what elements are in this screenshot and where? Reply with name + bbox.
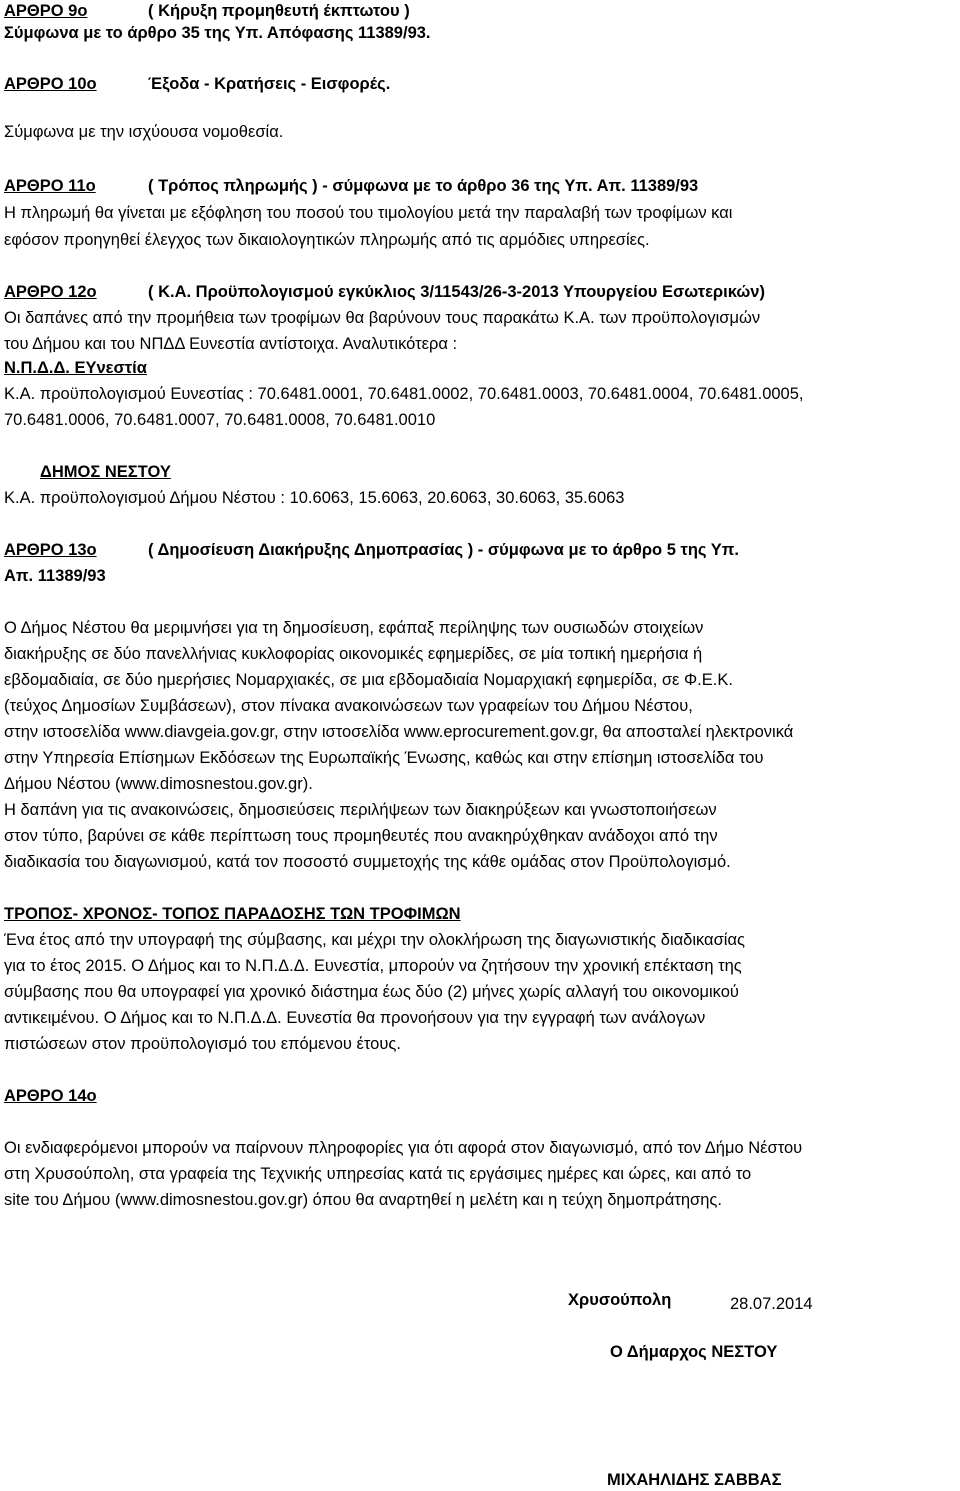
article-10-heading (4, 73, 390, 95)
article-13-line: στην Υπηρεσία Επίσημων Εκδόσεων της Ευρωπαϊκής Ένωσης, καθώς και στην επίσημη ιστοσελίδα του (4, 749, 764, 767)
article-13-line: εβδομαδιαία, σε δύο ημερήσιες Νομαρχιακές, σε μια εβδομαδιαία Νομαρχιακή εφημερίδα, σε Φ.Ε.Κ. (4, 671, 733, 689)
npdd-budget-line: 70.6481.0006, 70.6481.0007, 70.6481.0008, 70.6481.0010 (4, 411, 436, 429)
signature-role: Ο Δήμαρχος ΝΕΣΤΟΥ (610, 1343, 778, 1361)
article-9-title: ( Κήρυξη προμηθευτή έκπτωτου ) (148, 2, 410, 20)
article-12-label: ΑΡΘΡΟ 12ο (4, 283, 97, 301)
article-13-line: διακήρυξης σε δύο πανελλήνιας κυκλοφορίας οικονομικές εφημερίδες, σε μία τοπική ημερήσια ή (4, 645, 703, 663)
delivery-line: πιστώσεων στον προϋπολογισμό του επόμενου έτους. (4, 1035, 401, 1053)
signature-name: ΜΙΧΑΗΛΙΔΗΣ ΣΑΒΒΑΣ (607, 1471, 782, 1489)
article-14-label: ΑΡΘΡΟ 14ο (4, 1087, 97, 1105)
dimos-heading: ΔΗΜΟΣ ΝΕΣΤΟΥ (40, 463, 171, 481)
npdd-heading: Ν.Π.Δ.Δ. ΕΥνεστία (4, 359, 147, 377)
article-13-line: Η δαπάνη για τις ανακοινώσεις, δημοσιεύσεις περιλήψεων των διακηρύξεων και γνωστοποιήσεων (4, 801, 717, 819)
article-13-label: ΑΡΘΡΟ 13ο (4, 541, 97, 559)
article-11-line: εφόσον προηγηθεί έλεγχος των δικαιολογητικών πληρωμής από τις αρμόδιες υπηρεσίες. (4, 231, 650, 249)
delivery-heading: ΤΡΟΠΟΣ- ΧΡΟΝΟΣ- ΤΟΠΟΣ ΠΑΡΑΔΟΣΗΣ ΤΩΝ ΤΡΟΦΙΜΩΝ (4, 905, 461, 923)
article-11-line: Η πληρωμή θα γίνεται με εξόφληση του ποσού του τιμολογίου μετά την παραλαβή των τροφίμων και (4, 204, 733, 222)
article-9-text: Σύμφωνα με το άρθρο 35 της Υπ. Απόφασης 11389/93. (4, 24, 431, 42)
npdd-budget-line: Κ.Α. προϋπολογισμού Ευνεστίας : 70.6481.0001, 70.6481.0002, 70.6481.0003, 70.6481.0004, 70.6481.0005, (4, 385, 804, 403)
delivery-line: σύμβασης που θα υπογραφεί για χρονικό διάστημα έως δύο (2) μήνες χωρίς αλλαγή του οικονομικού (4, 983, 739, 1001)
signature-place: Χρυσούπολη (568, 1291, 672, 1309)
article-13-title-continued: Απ. 11389/93 (4, 567, 106, 585)
article-9-heading (4, 0, 410, 22)
article-10-title: Έξοδα - Κρατήσεις - Εισφορές. (148, 75, 391, 93)
article-13-line: διαδικασία του διαγωνισμού, κατά τον ποσοστό συμμετοχής της κάθε ομάδας στον Προϋπολογισμό. (4, 853, 731, 871)
signature-date: 28.07.2014 (730, 1295, 813, 1313)
dimos-budget-line: Κ.Α. προϋπολογισμού Δήμου Νέστου : 10.6063, 15.6063, 20.6063, 30.6063, 35.6063 (4, 489, 625, 507)
article-13-heading (4, 539, 739, 561)
article-12-title: ( Κ.Α. Προϋπολογισμού εγκύκλιος 3/11543/26-3-2013 Υπουργείου Εσωτερικών) (148, 283, 765, 301)
delivery-line: για το έτος 2015. Ο Δήμος και το Ν.Π.Δ.Δ. Ευνεστία, μπορούν να ζητήσουν την χρονική επέκταση της (4, 957, 742, 975)
article-13-line: στον τύπο, βαρύνει σε κάθε περίπτωση τους προμηθευτές που ανακηρύχθηκαν ανάδοχοι από την (4, 827, 718, 845)
article-12-line: του Δήμου και του ΝΠΔΔ Ευνεστία αντίστοιχα. Αναλυτικότερα : (4, 335, 458, 353)
article-14-line: site του Δήμου (www.dimosnestou.gov.gr) όπου θα αναρτηθεί η μελέτη και η τεύχη δημοπράτησης. (4, 1191, 722, 1209)
article-13-line: Ο Δήμος Νέστου θα μεριμνήσει για τη δημοσίευση, εφάπαξ περίληψης των ουσιωδών στοιχείων (4, 619, 704, 637)
article-13-line: (τεύχος Δημοσίων Συμβάσεων), στον πίνακα ανακοινώσεων των γραφείων του Δήμου Νέστου, (4, 697, 693, 715)
article-11-label: ΑΡΘΡΟ 11ο (4, 177, 96, 195)
article-12-line: Οι δαπάνες από την προμήθεια των τροφίμων θα βαρύνουν τους παρακάτω Κ.Α. των προϋπολογισμών (4, 309, 761, 327)
article-10-label: ΑΡΘΡΟ 10ο (4, 75, 97, 93)
article-12-heading (4, 281, 765, 303)
article-13-title: ( Δημοσίευση Διακήρυξης Δημοπρασίας ) - σύμφωνα με το άρθρο 5 της Υπ. (148, 541, 739, 559)
delivery-line: αντικειμένου. Ο Δήμος και το Ν.Π.Δ.Δ. Ευνεστία θα προνοήσουν για την εγγραφή των ανάλογων (4, 1009, 706, 1027)
article-9-label: ΑΡΘΡΟ 9ο (4, 2, 88, 20)
article-14-line: στη Χρυσούπολη, στα γραφεία της Τεχνικής υπηρεσίας κατά τις εργάσιμες ημέρες και ώρες, και από το (4, 1165, 752, 1183)
article-13-line: στην ιστοσελίδα www.diavgeia.gov.gr, στην ιστοσελίδα www.eprocurement.gov.gr, θα αποσταλεί ηλεκτρονικά (4, 723, 794, 741)
delivery-line: Ένα έτος από την υπογραφή της σύμβασης, και μέχρι την ολοκλήρωση της διαγωνιστικής διαδικασίας (4, 931, 745, 949)
article-10-text: Σύμφωνα με την ισχύουσα νομοθεσία. (4, 123, 284, 141)
article-11-title: ( Τρόπος πληρωμής ) - σύμφωνα με το άρθρο 36 της Υπ. Απ. 11389/93 (148, 177, 699, 195)
article-11-heading (4, 175, 698, 197)
article-13-line: Δήμου Νέστου (www.dimosnestou.gov.gr). (4, 775, 313, 793)
article-14-line: Οι ενδιαφερόμενοι μπορούν να παίρνουν πληροφορίες για ότι αφορά στον διαγωνισμό, από τον Δήμο Νέστου (4, 1139, 803, 1157)
